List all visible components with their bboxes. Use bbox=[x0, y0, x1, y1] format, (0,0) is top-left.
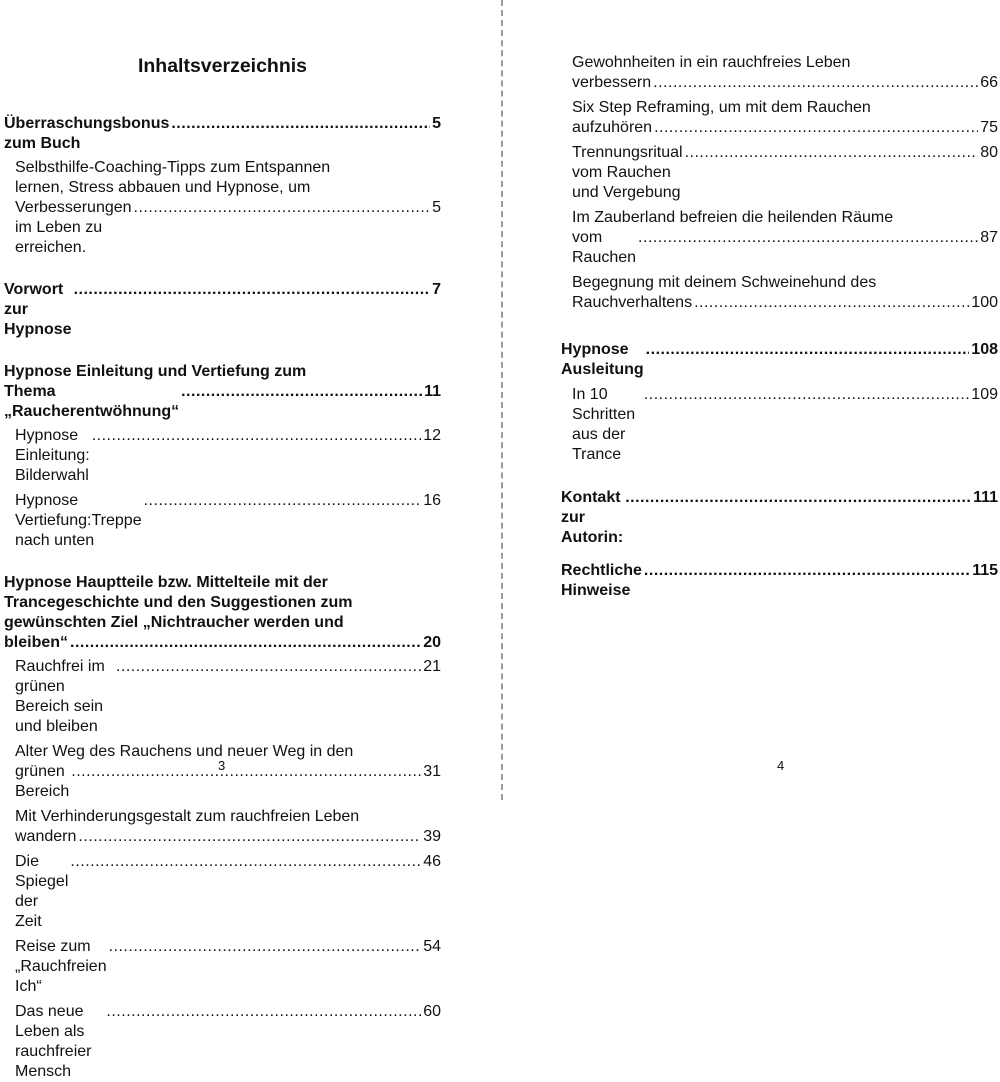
left-page bbox=[0, 0, 500, 1080]
toc-entry-page: 5 bbox=[432, 199, 441, 216]
dot-leader bbox=[694, 293, 969, 313]
dot-leader bbox=[78, 827, 421, 847]
dot-leader bbox=[181, 382, 422, 402]
toc-entry-page: 109 bbox=[971, 386, 998, 403]
toc-entry-text: Hypnose Vertiefung:Treppe nach unten bbox=[15, 492, 142, 549]
dot-leader bbox=[116, 657, 421, 677]
toc-entry[interactable] bbox=[4, 426, 441, 486]
toc-entry-page: 21 bbox=[423, 658, 441, 675]
toc-entry-leader-line bbox=[15, 1002, 441, 1082]
toc-entry-page: 7 bbox=[432, 281, 441, 298]
toc-entry-text: Thema „Raucherentwöhnung“ bbox=[4, 383, 180, 420]
toc-entry-line: Hypnose Einleitung und Vertiefung zum bbox=[4, 363, 307, 380]
toc-entry-line: Selbsthilfe-Coaching-Tipps zum Entspannen bbox=[15, 159, 331, 176]
dot-leader bbox=[70, 852, 421, 872]
toc-entry-text: Kontakt zur Autorin: bbox=[561, 489, 624, 546]
dot-leader bbox=[625, 488, 971, 508]
toc-entry-page: 39 bbox=[423, 828, 441, 845]
toc-entry-page: 16 bbox=[423, 492, 441, 509]
toc-entry-text: In 10 Schritten aus der Trance bbox=[572, 386, 636, 463]
toc-entry[interactable] bbox=[561, 143, 998, 203]
toc-entry-line: Trancegeschichte und den Suggestionen zum bbox=[4, 594, 353, 611]
toc-entry-text: Hypnose Ausleitung bbox=[561, 341, 644, 378]
toc-entry-line: Mit Verhinderungsgestalt zum rauchfreien Leben bbox=[15, 808, 360, 825]
toc-entry-page: 66 bbox=[980, 74, 998, 91]
dot-leader bbox=[685, 143, 979, 163]
toc-entry-line: Six Step Reframing, um mit dem Rauchen bbox=[572, 99, 871, 116]
toc-entry-text: aufzuhören bbox=[572, 119, 653, 136]
toc-entry[interactable] bbox=[561, 561, 998, 601]
toc-entry-page: 31 bbox=[423, 763, 441, 780]
toc-entry-text: Das neue Leben als rauchfreier Mensch bbox=[15, 1003, 92, 1080]
toc-entry-text: Vorwort zur Hypnose bbox=[4, 281, 72, 338]
toc-entry[interactable] bbox=[4, 573, 441, 653]
toc-entry-page: 5 bbox=[432, 115, 441, 132]
toc-entry-text: wandern bbox=[15, 828, 77, 845]
toc-entry-leader-line bbox=[15, 827, 441, 847]
toc-entry-leader-line bbox=[15, 657, 441, 737]
toc-entry-text: bleiben“ bbox=[4, 634, 69, 651]
right-page bbox=[503, 0, 1000, 800]
toc-entry-leader-line bbox=[15, 198, 441, 258]
toc-entry-leader-line bbox=[15, 852, 441, 932]
dot-leader bbox=[106, 1002, 421, 1022]
dot-leader bbox=[92, 426, 421, 446]
toc-entry-leader-line bbox=[15, 491, 441, 551]
dot-leader bbox=[653, 73, 978, 93]
toc-entry-text: Rechtliche Hinweise bbox=[561, 562, 642, 599]
toc-entry-leader-line bbox=[4, 382, 441, 422]
dot-leader bbox=[74, 280, 431, 300]
toc-entry-page: 75 bbox=[980, 119, 998, 136]
dot-leader bbox=[644, 385, 969, 405]
toc-entry[interactable] bbox=[4, 657, 441, 737]
toc-entry-text: Rauchverhaltens bbox=[572, 294, 693, 311]
toc-entry-leader-line bbox=[4, 633, 441, 653]
toc-entry-page: 11 bbox=[424, 383, 441, 400]
page-number-left: 3 bbox=[218, 758, 226, 773]
dot-leader bbox=[70, 633, 421, 653]
toc-entry[interactable] bbox=[4, 937, 441, 997]
toc-entry-text: Reise zum „Rauchfreien Ich“ bbox=[15, 938, 107, 995]
toc-entry-page: 12 bbox=[423, 427, 441, 444]
toc-entry-page: 46 bbox=[423, 853, 441, 870]
dot-leader bbox=[638, 228, 978, 248]
toc-entry[interactable] bbox=[4, 158, 441, 258]
toc-entry[interactable] bbox=[4, 280, 441, 340]
dot-leader bbox=[644, 561, 970, 581]
toc-entry-page: 108 bbox=[971, 341, 998, 358]
toc-entry-text: verbessern bbox=[572, 74, 652, 91]
toc-entry-leader-line bbox=[572, 228, 998, 268]
toc-entry[interactable] bbox=[4, 807, 441, 847]
dot-leader bbox=[646, 340, 970, 360]
toc-entry-leader-line bbox=[572, 143, 998, 203]
toc-entry-page: 100 bbox=[971, 294, 998, 311]
toc-entry[interactable] bbox=[561, 208, 998, 268]
toc-entry[interactable] bbox=[561, 340, 998, 380]
toc-entry-line: lernen, Stress abbauen und Hypnose, um bbox=[15, 179, 311, 196]
dot-leader bbox=[71, 762, 421, 782]
toc-entry[interactable] bbox=[4, 1002, 441, 1082]
toc-entry-page: 80 bbox=[980, 144, 998, 161]
toc-entry-leader-line bbox=[572, 73, 998, 93]
toc-entry-leader-line bbox=[4, 280, 441, 340]
toc-entry-line: Im Zauberland befreien die heilenden Räume bbox=[572, 209, 894, 226]
toc-entry-line: Alter Weg des Rauchens und neuer Weg in den bbox=[15, 743, 354, 760]
toc-entry-leader-line bbox=[561, 561, 998, 601]
toc-entry-leader-line bbox=[572, 293, 998, 313]
toc-entry[interactable] bbox=[561, 273, 998, 313]
toc-entry[interactable] bbox=[4, 852, 441, 932]
toc-entry-text: Hypnose Einleitung: Bilderwahl bbox=[15, 427, 90, 484]
toc-entry[interactable] bbox=[561, 98, 998, 138]
toc-entry-leader-line bbox=[572, 385, 998, 465]
toc-entry-page: 54 bbox=[423, 938, 441, 955]
toc-entry-text: Rauchfrei im grünen Bereich sein und bleiben bbox=[15, 658, 105, 735]
toc-list-right bbox=[561, 53, 998, 601]
dot-leader bbox=[144, 491, 422, 511]
toc-entry-page: 111 bbox=[973, 489, 998, 506]
toc-entry[interactable] bbox=[4, 114, 441, 154]
toc-entry-leader-line bbox=[15, 762, 441, 802]
toc-entry-text: Verbesserungen im Leben zu erreichen. bbox=[15, 199, 132, 256]
toc-entry-line: gewünschten Ziel „Nichtraucher werden und bbox=[4, 614, 344, 631]
dot-leader bbox=[134, 198, 431, 218]
toc-entry[interactable] bbox=[561, 53, 998, 93]
toc-entry-text: vom Rauchen bbox=[572, 229, 637, 266]
toc-entry-page: 87 bbox=[980, 229, 998, 246]
toc-entry-text: Die Spiegel der Zeit bbox=[15, 853, 69, 930]
dot-leader bbox=[171, 114, 430, 134]
toc-entry[interactable] bbox=[561, 488, 998, 548]
toc-entry-line: Begegnung mit deinem Schweinehund des bbox=[572, 274, 877, 291]
dot-leader bbox=[109, 937, 422, 957]
toc-entry[interactable] bbox=[561, 385, 998, 465]
toc-entry-leader-line bbox=[561, 340, 998, 380]
toc-list-left bbox=[4, 114, 441, 1082]
toc-entry-leader-line bbox=[4, 114, 441, 154]
toc-entry[interactable] bbox=[4, 491, 441, 551]
toc-entry-leader-line bbox=[572, 118, 998, 138]
toc-entry-page: 20 bbox=[423, 634, 441, 651]
toc-entry-page: 60 bbox=[423, 1003, 441, 1020]
toc-title: Inhaltsverzeichnis bbox=[137, 55, 308, 77]
toc-entry-text: grünen Bereich bbox=[15, 763, 70, 800]
toc-entry-text: Trennungsritual vom Rauchen und Vergebung bbox=[572, 144, 683, 201]
page-number-right: 4 bbox=[777, 758, 785, 773]
toc-entry-leader-line bbox=[15, 426, 441, 486]
dot-leader bbox=[654, 118, 978, 138]
toc-entry-line: Gewohnheiten in ein rauchfreies Leben bbox=[572, 54, 851, 71]
toc-entry-leader-line bbox=[15, 937, 441, 997]
toc-entry-leader-line bbox=[561, 488, 998, 548]
toc-entry-line: Hypnose Hauptteile bzw. Mittelteile mit der bbox=[4, 574, 328, 591]
toc-entry-page: 115 bbox=[972, 562, 998, 579]
toc-entry-text: Überraschungsbonus zum Buch bbox=[4, 115, 170, 152]
toc-entry[interactable] bbox=[4, 362, 441, 422]
